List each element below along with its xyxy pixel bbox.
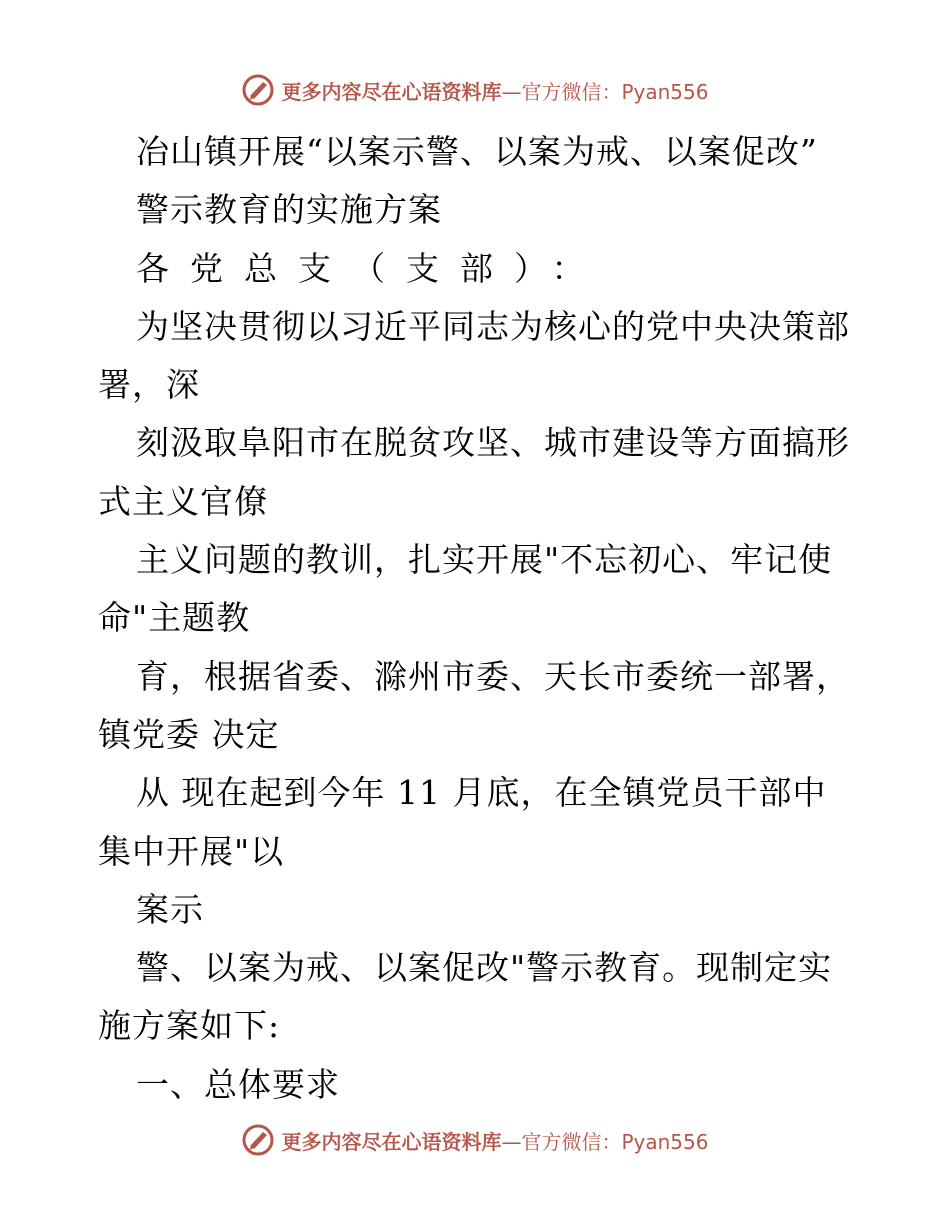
- body-line: 从 现在起到今年 11 月底，在全镇党员干部中: [136, 773, 827, 813]
- logo-icon: [241, 73, 275, 107]
- watermark-sub-text: —官方微信：Pyan556: [501, 1129, 709, 1154]
- body-line: 集中开展"以: [98, 831, 285, 871]
- body-line: 刻汲取阜阳市在脱贫攻坚、城市建设等方面搞形: [136, 423, 850, 463]
- section-heading: 一、总体要求: [136, 1064, 340, 1104]
- body-line: 主义问题的教训，扎实开展"不忘初心、牢记使: [136, 540, 833, 580]
- watermark-main-text: 更多内容尽在心语资料库: [281, 79, 502, 104]
- document-body: [98, 123, 858, 1114]
- body-line: 施方案如下:: [98, 1006, 281, 1046]
- salutation: 各党总支（支部）：: [136, 248, 606, 288]
- body-line: 式主义官僚: [98, 481, 268, 521]
- body-line: 案示: [136, 889, 204, 929]
- body-line: 为坚决贯彻以习近平同志为核心的党中央决策部: [136, 306, 850, 346]
- logo-icon: [241, 1123, 275, 1157]
- document-title-line-1: 冶山镇开展“以案示警、以案为戒、以案促改”: [136, 132, 818, 171]
- footer-watermark: [0, 1120, 950, 1160]
- body-line: 警、以案为戒、以案促改"警示教育。现制定实: [136, 948, 833, 988]
- header-watermark: [0, 70, 950, 110]
- watermark-sub-text: —官方微信：Pyan556: [501, 79, 709, 104]
- body-line: 镇党委 决定: [98, 714, 280, 754]
- body-line: 命"主题教: [98, 598, 251, 638]
- body-line: 育，根据省委、滁州市委、天长市委统一部署，: [136, 656, 850, 696]
- body-line: 署，深: [98, 365, 200, 405]
- document-title-line-2: 警示教育的实施方案: [136, 190, 442, 230]
- watermark-main-text: 更多内容尽在心语资料库: [281, 1129, 502, 1154]
